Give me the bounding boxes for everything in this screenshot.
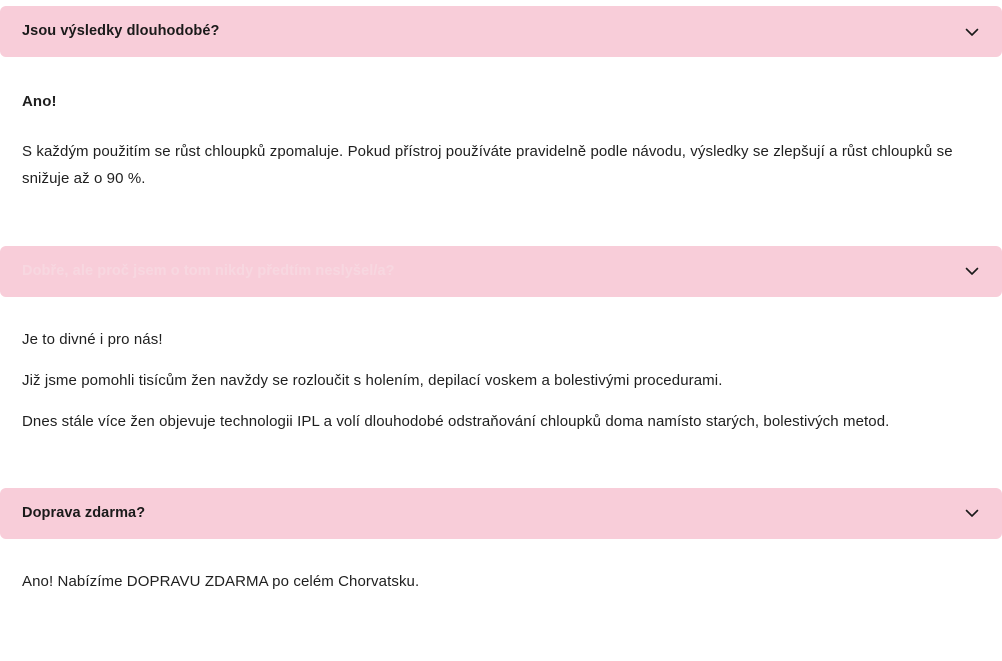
chevron-down-icon[interactable] bbox=[964, 505, 980, 521]
faq-answer-paragraph: Dnes stále více žen objevuje technologii IPL a volí dlouhodobé odstraňování chloupků doma namísto starých, bolestivých metod. bbox=[22, 413, 890, 431]
chevron-down-icon[interactable] bbox=[964, 263, 980, 279]
faq-answer-paragraph: Je to divné i pro nás! bbox=[22, 330, 163, 348]
faq-answer-paragraph: Ano! Nabízíme DOPRAVU ZDARMA po celém Chorvatsku. bbox=[22, 572, 420, 590]
faq-question-text: Dobře, ale proč jsem o tom nikdy předtím neslyšel/a? bbox=[22, 262, 395, 279]
faq-question-header[interactable] bbox=[0, 488, 1002, 539]
faq-question-header[interactable] bbox=[0, 6, 1002, 57]
faq-item bbox=[0, 488, 1002, 595]
faq-answer-paragraph: Ano! bbox=[22, 93, 57, 110]
faq-answer-paragraph: S každým použitím se růst chloupků zpomaluje. Pokud přístroj používáte pravidelně podle návodu, výsledky se zlepšují a růst chloupků se snižuje až o 90 %. bbox=[22, 143, 953, 187]
faq-question-header[interactable] bbox=[0, 246, 1002, 297]
chevron-down-icon[interactable] bbox=[964, 24, 980, 40]
faq-answer-paragraph: Již jsme pomohli tisícům žen navždy se rozloučit s holením, depilací voskem a bolestivými procedurami. bbox=[22, 372, 723, 389]
faq-item bbox=[0, 6, 1002, 192]
faq-question-text: Doprava zdarma? bbox=[22, 504, 146, 521]
faq-answer-body bbox=[0, 297, 1002, 436]
faq-question-text: Jsou výsledky dlouhodobé? bbox=[22, 23, 220, 40]
faq-accordion bbox=[0, 6, 1002, 595]
faq-answer-body bbox=[0, 57, 1002, 192]
faq-answer-body bbox=[0, 539, 1002, 595]
faq-item bbox=[0, 246, 1002, 436]
